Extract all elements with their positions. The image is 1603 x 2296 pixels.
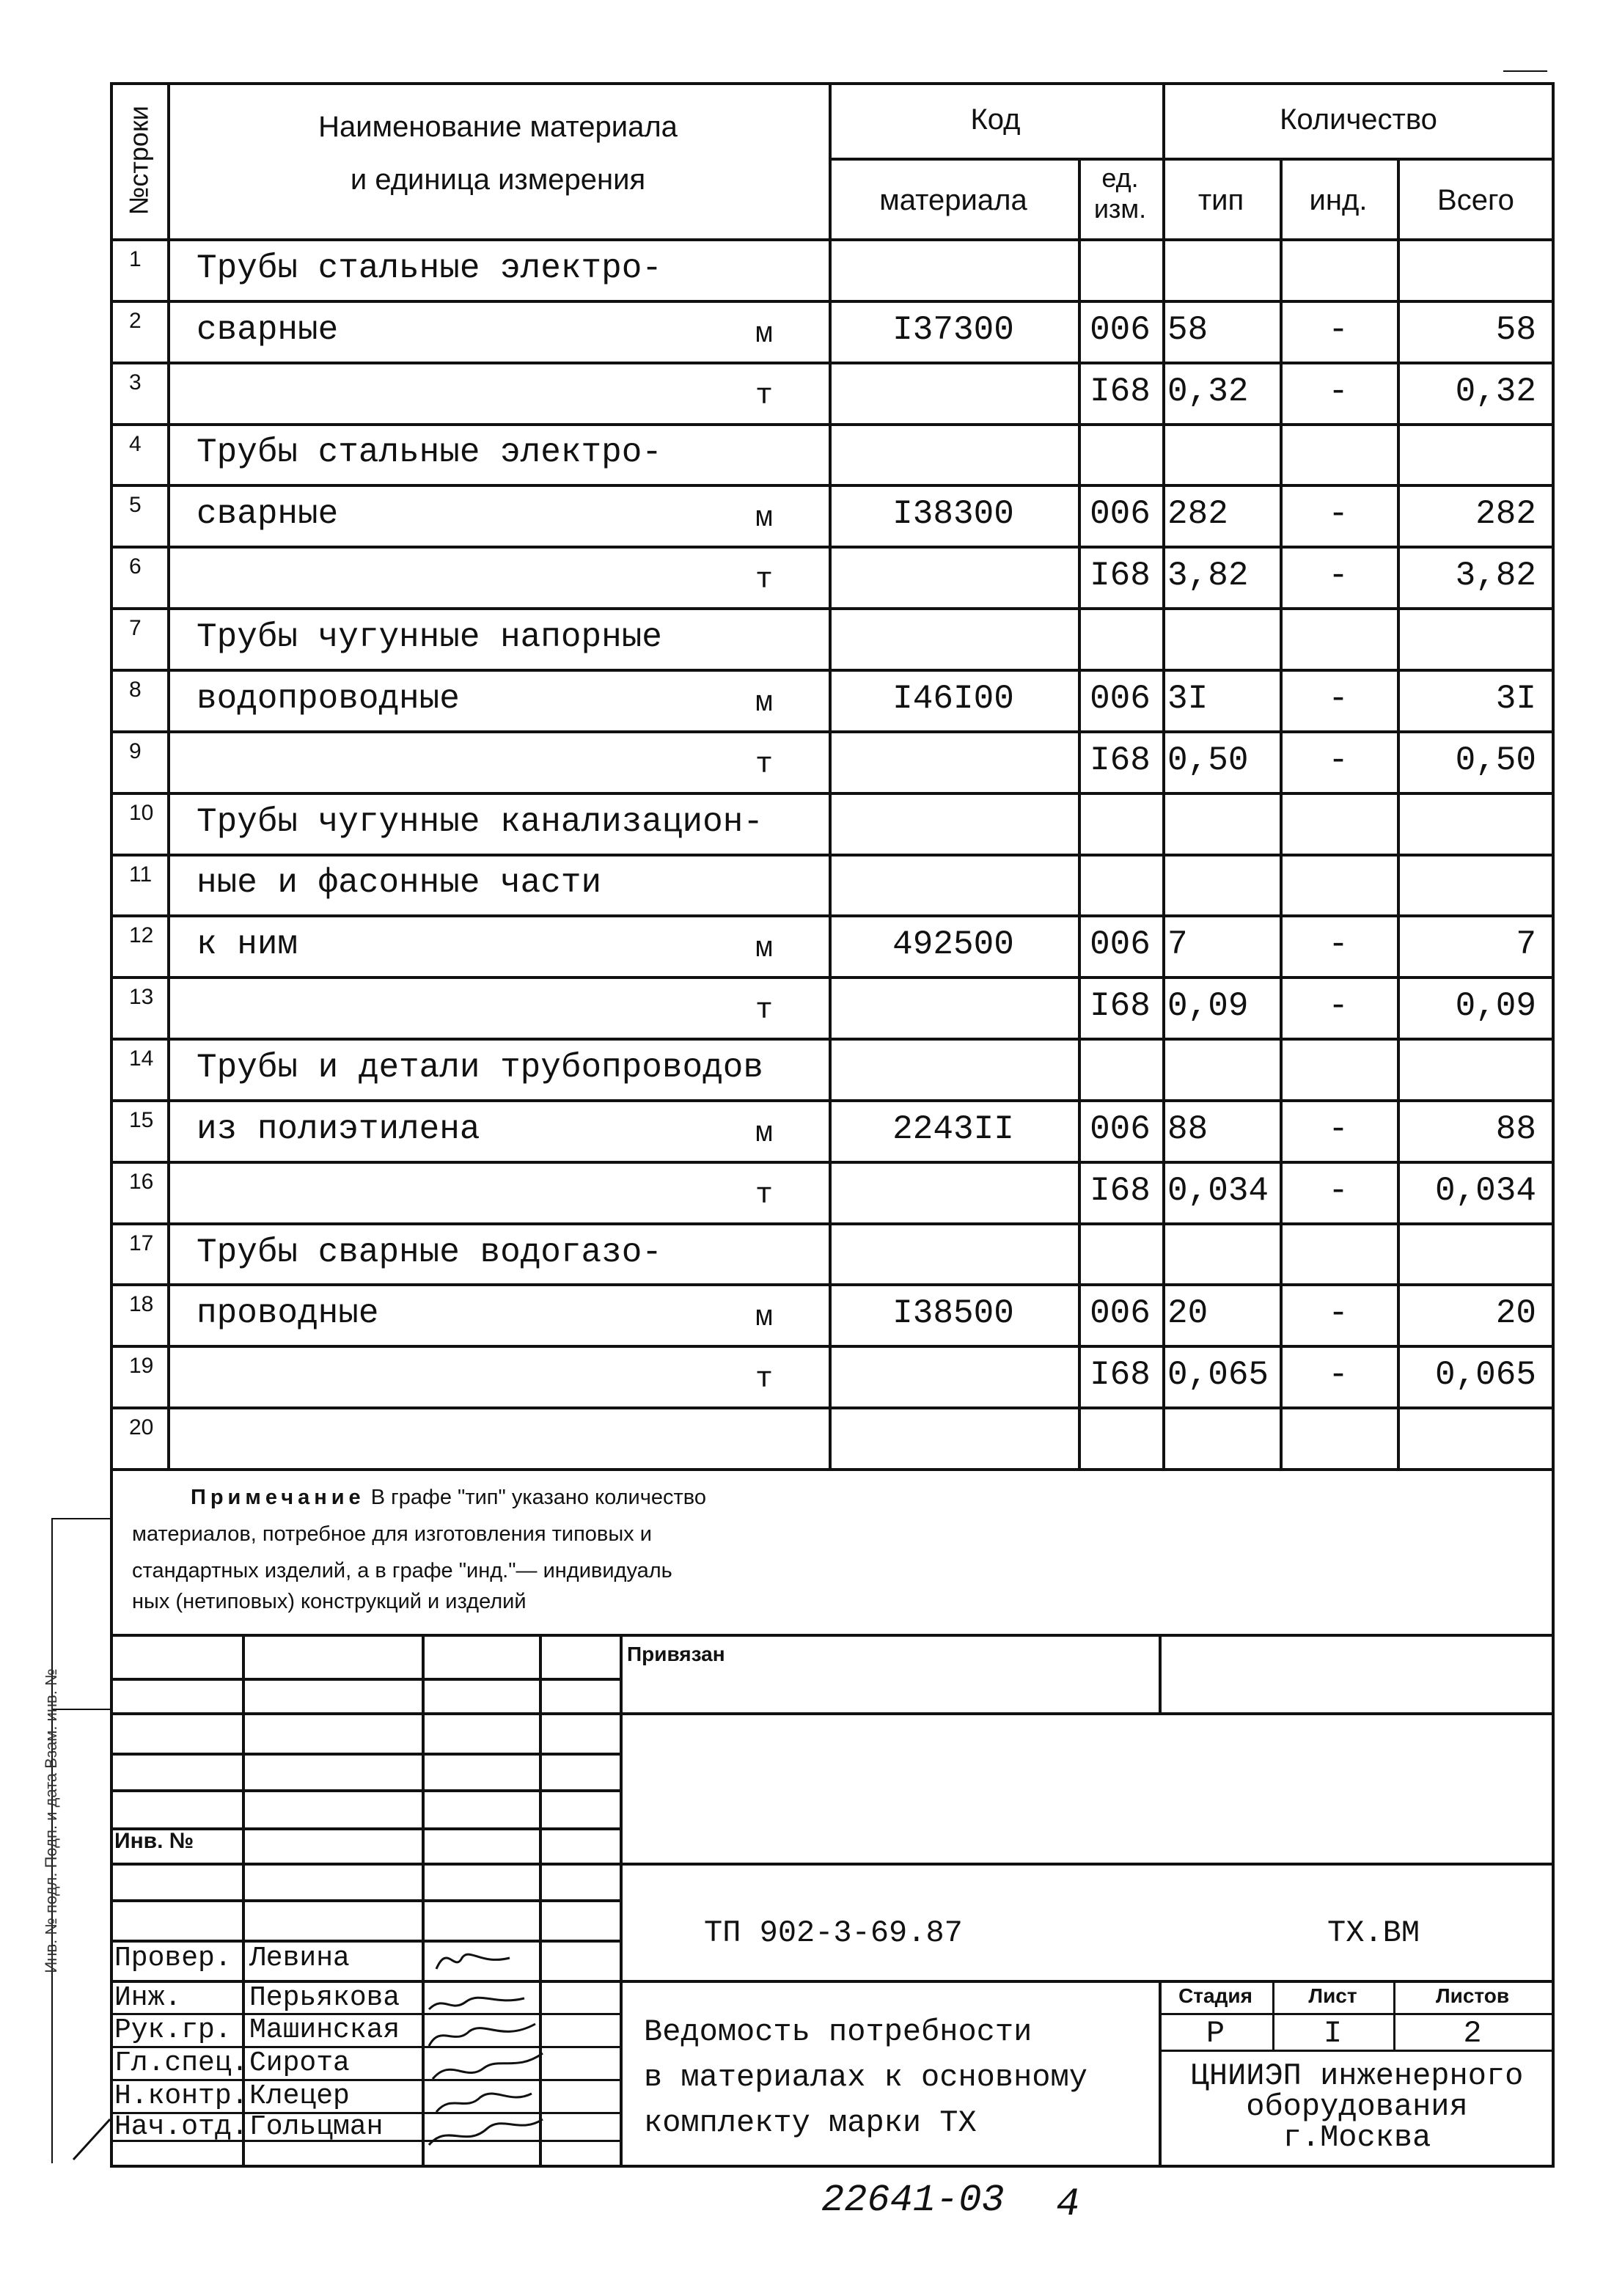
row-divider [110,730,1555,733]
doc-title-line1: Ведомость потребности [644,2014,1032,2050]
material-name: из полиэтилена [197,1110,480,1148]
row-number: 6 [129,554,142,579]
row-number: 10 [129,801,154,825]
unit-code: 006 [1090,1294,1151,1332]
material-name: Трубы стальные электро- [197,249,662,287]
unit-code: I68 [1090,373,1151,411]
qty-ind: - [1328,680,1349,718]
header-unit-line1: ед. [1101,163,1139,193]
stage-label: Стадия [1178,1984,1252,2007]
qty-total: 0,50 [1455,741,1536,780]
material-name: Трубы чугунные канализацион- [197,803,763,841]
stamp-left-line-7 [110,1899,620,1902]
material-name: водопроводные [197,680,460,718]
stamp-left-line-1 [110,1678,620,1681]
header-qty-group: Количество [1280,103,1437,136]
frame-bottom-border [110,2165,1555,2168]
qty-ind: - [1328,1110,1349,1148]
footer-page: 4 [1056,2182,1080,2227]
qty-type: 0,32 [1167,373,1249,411]
row-divider [110,1345,1555,1348]
sheet-label: Лист [1308,1984,1357,2007]
row-number: 1 [129,247,142,271]
row-number: 18 [129,1292,154,1316]
row-divider [110,1222,1555,1225]
qty-type: 3I [1167,680,1208,718]
signer-name: Клецер [249,2080,350,2112]
qty-type: 282 [1167,495,1228,533]
signer-name: Гольцман [249,2111,384,2143]
sheets-label: Листов [1435,1984,1510,2007]
material-name: Трубы сварные водогазо- [197,1233,662,1272]
row-number: 15 [129,1108,154,1132]
unit-code: I68 [1090,557,1151,595]
unit-label: т [755,749,774,782]
note-label: Примечание [191,1486,365,1509]
stamp-top-line [110,1634,1555,1637]
row-number: 5 [129,493,142,517]
unit-code: 006 [1090,311,1151,349]
header-name-line1: Наименование материала [318,111,678,143]
unit-code: I68 [1090,1172,1151,1210]
material-name: к ним [197,925,298,964]
col-divider-ind [1397,158,1400,1468]
stage-value: Р [1206,2016,1225,2051]
qty-ind: - [1328,987,1349,1025]
doc-title-line2: в материалах к основному [644,2060,1087,2095]
signer-role: Рук.гр. [114,2014,232,2046]
qty-total: 88 [1495,1110,1536,1148]
row-number: 19 [129,1354,154,1378]
row-number: 20 [129,1415,154,1439]
unit-label: т [755,564,774,597]
unit-code: 006 [1090,495,1151,533]
unit-label: м [755,1302,774,1335]
row-divider [110,300,1555,303]
note-line2: материалов, потребное для изготовления типовых и [132,1522,652,1546]
row-number: 7 [129,616,142,640]
privyazan-label: Привязан [627,1643,725,1665]
qty-total: 0,034 [1434,1172,1536,1210]
row-divider [110,362,1555,364]
signer-role: Нач.отд. [114,2111,249,2143]
signer-role: Гл.спец. [114,2047,249,2079]
material-code: I38500 [892,1294,1014,1332]
row-divider [110,854,1555,857]
header-qty-total: Всего [1437,184,1514,216]
qty-ind: - [1328,373,1349,411]
sheet-value: I [1323,2016,1343,2051]
note-line4: ных (нетиповых) конструкций и изделий [132,1590,527,1613]
unit-code: I68 [1090,741,1151,780]
header-rownum-label: №строки [123,106,154,216]
qty-total: 3I [1495,680,1536,718]
row-divider [110,914,1555,917]
unit-label: т [755,1363,774,1396]
margin-slash-mark [66,2112,125,2163]
unit-label: м [755,687,774,720]
signer-role: Инж. [114,1982,182,2014]
material-code: 492500 [892,925,1014,964]
org-line3: г.Москва [1283,2120,1431,2155]
qty-total: 282 [1475,495,1536,533]
qty-ind: - [1328,557,1349,595]
doc-title-line3: комплекту марки ТХ [644,2105,977,2141]
org-line1: ЦНИИЭП инженерного [1190,2058,1524,2094]
stamp-left-line-4 [110,1789,620,1792]
qty-ind: - [1328,1172,1349,1210]
unit-label: м [755,1118,774,1151]
qty-total: 20 [1495,1294,1536,1332]
col-divider-name [829,82,832,1468]
doc-mark: ТХ.ВМ [1327,1915,1420,1951]
qty-ind: - [1328,925,1349,964]
col-divider-code [1078,158,1081,1468]
col-divider-tip [1280,158,1283,1468]
unit-label: м [755,933,774,966]
row-number: 17 [129,1231,154,1255]
row-number: 2 [129,309,142,333]
material-name: Трубы стальные электро- [197,433,662,472]
row-number: 12 [129,923,154,947]
material-code: I46I00 [892,680,1014,718]
stamp-left-line-3 [110,1753,620,1756]
col-divider-unit [1162,82,1165,1468]
header-mid-line [829,158,1555,161]
material-code: 2243II [892,1110,1014,1148]
frame-right-border [1552,82,1555,2165]
signer-name: Левина [249,1943,350,1974]
qty-ind: - [1328,311,1349,349]
row-number: 11 [129,862,153,887]
stamp-col-4 [620,1634,623,2165]
stamp-line-6 [110,1863,1555,1866]
table-top-border [110,82,1555,85]
frame-left-border [110,82,113,2165]
unit-code: I68 [1090,987,1151,1025]
margin-binding-text: Инв. № подл. Подп. и дата Взам. инв. № [42,1668,60,1973]
material-name: проводные [197,1294,379,1332]
row-divider [110,669,1555,672]
org-line2: оборудования [1246,2089,1468,2124]
row-number: 13 [129,985,154,1009]
header-unit-line2: изм. [1093,194,1147,224]
signer-role: Провер. [114,1943,232,1974]
row-divider [110,792,1555,795]
header-name-line2: и единица измерения [350,164,646,196]
row-divider [110,976,1555,979]
qty-total: 7 [1516,925,1536,964]
row-divider [110,1406,1555,1409]
qty-ind: - [1328,495,1349,533]
unit-label: м [755,502,774,535]
inv-no-label: Инв. № [114,1829,194,1853]
unit-label: т [755,380,774,413]
material-name: ные и фасонные части [197,864,602,902]
unit-code: 006 [1090,1110,1151,1148]
header-code-material: материала [879,184,1027,216]
corner-tick [1503,70,1547,72]
qty-type: 7 [1167,925,1188,964]
row-number: 9 [129,739,142,763]
row-divider [110,1038,1555,1041]
qty-type: 0,034 [1167,1172,1269,1210]
row-divider [110,1283,1555,1286]
unit-label: т [755,1179,774,1212]
row-number: 4 [129,432,142,456]
unit-label: т [755,994,774,1027]
stamp-col-privyazan [1159,1634,1162,1712]
row-number: 16 [129,1170,154,1194]
qty-type: 0,09 [1167,987,1249,1025]
qty-ind: - [1328,1356,1349,1394]
header-rownum-cell [110,82,167,238]
signer-name: Перьякова [249,1982,400,2014]
qty-total: 0,09 [1455,987,1536,1025]
qty-type: 88 [1167,1110,1208,1148]
material-name: Трубы и детали трубопроводов [197,1049,763,1087]
note-text1: В графе "тип" указано количество [364,1486,706,1509]
material-name: сварные [197,495,339,533]
qty-total: 0,32 [1455,373,1536,411]
row-divider [110,546,1555,549]
qty-type: 0,50 [1167,741,1249,780]
note-line1 [132,1480,1012,1516]
stamp-right-line-1 [1159,2013,1555,2015]
qty-total: 58 [1495,311,1536,349]
signer-name: Машинская [249,2014,400,2046]
material-name: Трубы чугунные напорные [197,618,662,656]
footer-number: 22641-03 [821,2179,1005,2222]
header-code-group: Код [970,103,1021,136]
unit-code: I68 [1090,1356,1151,1394]
qty-total: 3,82 [1455,557,1536,595]
qty-type: 0,065 [1167,1356,1269,1394]
material-code: I38300 [892,495,1014,533]
unit-code: 006 [1090,680,1151,718]
row-divider [110,1161,1555,1164]
signature-scribbles [422,1936,550,2156]
qty-ind: - [1328,741,1349,780]
header-qty-type: тип [1197,184,1244,216]
qty-type: 3,82 [1167,557,1249,595]
qty-ind: - [1328,1294,1349,1332]
doc-code: ТП 902-3-69.87 [704,1915,963,1951]
unit-label: м [755,318,774,351]
row-divider [110,484,1555,487]
row-divider [110,607,1555,610]
qty-total: 0,065 [1434,1356,1536,1394]
stamp-line-2 [110,1712,1555,1715]
signer-name: Сирота [249,2047,350,2079]
qty-type: 58 [1167,311,1208,349]
row-number: 3 [129,370,142,395]
unit-code: 006 [1090,925,1151,964]
row-number: 8 [129,678,142,702]
sheets-value: 2 [1463,2016,1482,2051]
row-number: 14 [129,1046,154,1071]
row-divider [110,423,1555,426]
material-code: I37300 [892,311,1014,349]
material-name: сварные [197,311,339,349]
row-divider [110,1099,1555,1102]
row-divider [110,1468,1555,1471]
qty-type: 20 [1167,1294,1208,1332]
signer-role: Н.контр. [114,2080,249,2112]
header-qty-ind: инд. [1309,184,1368,216]
note-line3: стандартных изделий, а в графе "инд."— индивидуаль [132,1559,672,1582]
header-bottom-line [110,238,1555,241]
col-divider-rownum [167,82,170,1468]
